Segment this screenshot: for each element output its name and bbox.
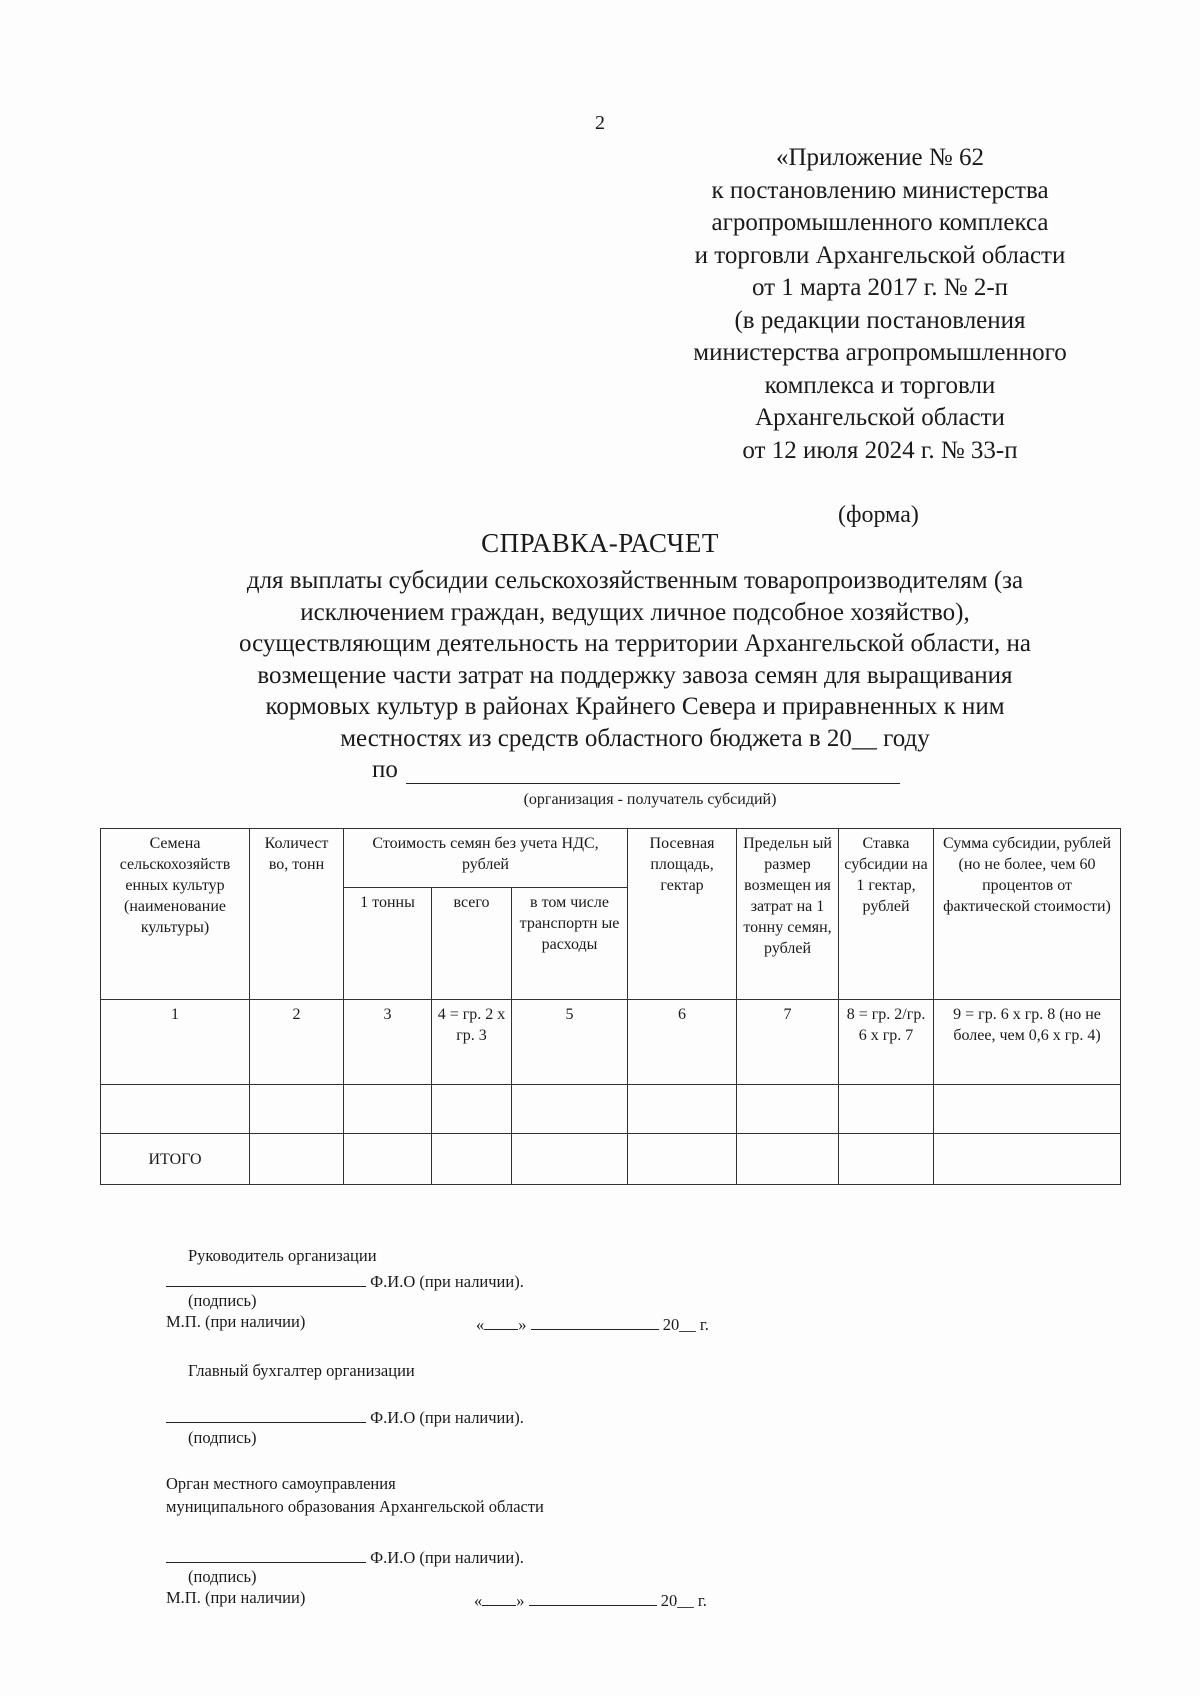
date-close-quote: » <box>518 1315 527 1334</box>
table-cell[interactable] <box>839 1134 934 1185</box>
accountant-signature-line <box>166 1406 524 1428</box>
head-signature-field[interactable] <box>166 1270 366 1287</box>
head-fio-label: Ф.И.О (при наличии). <box>370 1272 524 1291</box>
head-stamp-label: М.П. (при наличии) <box>166 1312 306 1331</box>
table-cell[interactable] <box>344 1134 432 1185</box>
appendix-line: комплекса и торговли <box>764 371 996 399</box>
organization-field[interactable] <box>406 757 900 784</box>
table-cell[interactable] <box>839 1085 934 1134</box>
po-label: по <box>372 756 398 783</box>
lgov-title-line2: муниципального образования Архангельской области <box>166 1497 544 1516</box>
calculation-table <box>100 828 1121 1185</box>
organization-caption: (организация - получатель субсидий) <box>523 791 777 808</box>
table-cell[interactable] <box>737 1134 839 1185</box>
column-number: 4 = гр. 2 х гр. 3 <box>432 1000 512 1085</box>
header-sum: Сумма субсидии, рублей (но не более, чем 60 процентов от фактической стоимости) <box>934 829 1121 1000</box>
table-cell[interactable] <box>344 1085 432 1134</box>
table-cell[interactable] <box>250 1085 344 1134</box>
total-label: ИТОГО <box>101 1134 250 1185</box>
total-row <box>101 1134 1121 1185</box>
appendix-line: и торговли Архангельской области <box>694 241 1066 269</box>
appendix-line: агропромышленного комплекса <box>711 209 1049 236</box>
subtitle-line: местностях из средств областного бюджета в 20__ году <box>340 724 930 752</box>
table-cell[interactable] <box>934 1085 1121 1134</box>
accountant-signature-field[interactable] <box>166 1406 366 1423</box>
table-cell[interactable] <box>512 1085 628 1134</box>
column-number: 3 <box>344 1000 432 1085</box>
subtitle-line: кормовых культур в районах Крайнего Севера и приравненных к ним <box>265 693 1005 720</box>
table-cell[interactable] <box>737 1085 839 1134</box>
header-cost-per-ton: 1 тонны <box>344 888 432 1000</box>
subtitle-line: осуществляющим деятельность на территории Архангельской области, на <box>238 630 1032 657</box>
page-number: 2 <box>595 112 605 134</box>
organization-line <box>372 756 900 784</box>
lgov-date-line <box>474 1589 707 1611</box>
accountant-signature-caption: (подпись) <box>188 1428 257 1447</box>
table-cell[interactable] <box>934 1134 1121 1185</box>
date-year-label: 20__ г. <box>660 1591 707 1610</box>
header-seeds: Семена сельскохозяйств енных культур (наименование культуры) <box>101 829 250 1000</box>
column-number: 8 = гр. 2/гр. 6 х гр. 7 <box>839 1000 934 1085</box>
header-cost-transport: в том числе транспортн ые расходы <box>512 888 628 1000</box>
date-day-field[interactable] <box>484 1313 518 1330</box>
appendix-line: министерства агропромышленного <box>693 339 1067 366</box>
subtitle-line: исключением граждан, ведущих личное подсобное хозяйство), <box>300 598 970 626</box>
lgov-title-line1: Орган местного самоуправления <box>166 1474 396 1493</box>
accountant-fio-label: Ф.И.О (при наличии). <box>370 1408 524 1427</box>
column-number: 9 = гр. 6 х гр. 8 (но не более, чем 0,6 х гр. 4) <box>934 1000 1121 1085</box>
lgov-signature-caption: (подпись) <box>188 1567 257 1586</box>
header-cost-total: всего <box>432 888 512 1000</box>
lgov-stamp-label: М.П. (при наличии) <box>166 1588 306 1607</box>
head-signature-caption: (подпись) <box>188 1291 257 1310</box>
header-cost-group: Стоимость семян без учета НДС, рублей <box>344 829 628 888</box>
form-label: (форма) <box>838 502 919 528</box>
header-max-reimbursement: Предельн ый размер возмещен ия затрат на 1 тонну семян, рублей <box>737 829 839 1000</box>
date-day-field[interactable] <box>482 1589 516 1606</box>
date-month-field[interactable] <box>531 1313 659 1330</box>
head-title: Руководитель организации <box>188 1246 377 1265</box>
subtitle-line: возмещение части затрат на поддержку завоза семян для выращивания <box>257 661 1013 689</box>
header-rate: Ставка субсидии на 1 гектар, рублей <box>839 829 934 1000</box>
column-number: 5 <box>512 1000 628 1085</box>
date-month-field[interactable] <box>529 1589 657 1606</box>
lgov-signature-line <box>166 1546 524 1568</box>
table-row <box>101 1085 1121 1134</box>
table-cell[interactable] <box>101 1085 250 1134</box>
table-cell[interactable] <box>432 1085 512 1134</box>
appendix-block <box>640 142 1120 467</box>
appendix-line: Архангельской области <box>755 404 1005 431</box>
table-cell[interactable] <box>628 1134 737 1185</box>
column-number: 1 <box>101 1000 250 1085</box>
column-number: 7 <box>737 1000 839 1085</box>
table-cell[interactable] <box>250 1134 344 1185</box>
accountant-title: Главный бухгалтер организации <box>188 1361 415 1380</box>
table-cell[interactable] <box>432 1134 512 1185</box>
date-open-quote: « <box>474 1591 483 1610</box>
date-year-label: 20__ г. <box>662 1315 709 1334</box>
column-number: 2 <box>250 1000 344 1085</box>
appendix-line: от 12 июля 2024 г. № 33-п <box>742 436 1018 464</box>
date-close-quote: » <box>516 1591 525 1610</box>
lgov-fio-label: Ф.И.О (при наличии). <box>370 1548 524 1567</box>
column-numbers-row <box>101 1000 1121 1085</box>
table-cell[interactable] <box>628 1085 737 1134</box>
appendix-line: «Приложение № 62 <box>775 144 985 171</box>
document-title: СПРАВКА-РАСЧЕТ <box>481 528 719 558</box>
lgov-signature-field[interactable] <box>166 1546 366 1563</box>
header-area: Посевная площадь, гектар <box>628 829 737 1000</box>
head-signature-line <box>166 1270 524 1292</box>
head-date-line <box>476 1313 709 1335</box>
appendix-line: к постановлению министерства <box>711 176 1049 204</box>
document-subtitle <box>180 565 1090 754</box>
header-quantity: Количест во, тонн <box>250 829 344 1000</box>
column-number: 6 <box>628 1000 737 1085</box>
date-open-quote: « <box>476 1315 485 1334</box>
subtitle-line: для выплаты субсидии сельскохозяйственным товаропроизводителям (за <box>246 567 1024 594</box>
table-cell[interactable] <box>512 1134 628 1185</box>
appendix-line: от 1 марта 2017 г. № 2-п <box>751 274 1009 301</box>
appendix-line: (в редакции постановления <box>734 306 1026 334</box>
